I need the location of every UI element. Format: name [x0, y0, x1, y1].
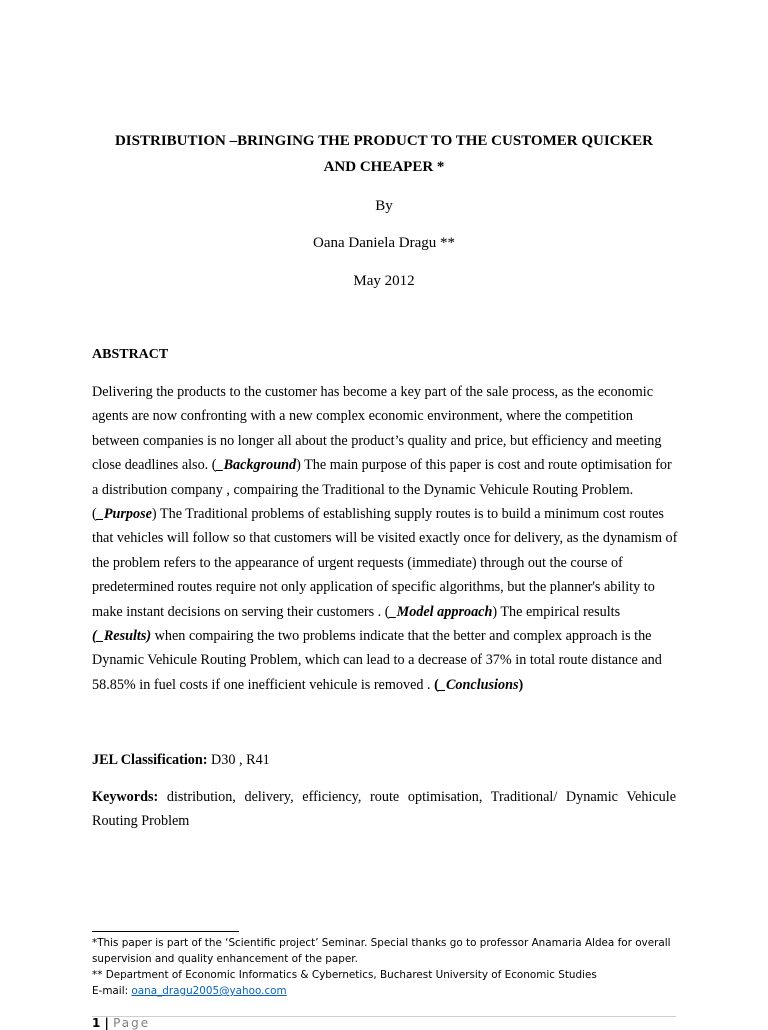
abstract-conclusions-close-paren: ): [518, 676, 524, 693]
footnote-separator: [92, 931, 239, 932]
paper-title: [92, 128, 676, 180]
page-footer-rule: [92, 1016, 676, 1017]
abstract-heading: ABSTRACT: [92, 347, 169, 362]
abstract-label-background: _Background: [216, 457, 297, 474]
abstract-label-conclusions: _Conclusions: [438, 676, 519, 693]
page-number-value: 1: [92, 1016, 101, 1030]
paper-title-line-1: DISTRIBUTION –BRINGING THE PRODUCT TO THE CUSTOMER QUICKER: [114, 133, 654, 149]
footnotes: [92, 935, 682, 999]
jel-classification: [92, 750, 270, 770]
abstract-body: [92, 380, 678, 697]
email-link[interactable]: oana_dragu2005@yahoo.com: [131, 985, 287, 997]
page-number-separator: |: [100, 1016, 114, 1030]
abstract-text-5: when compairing the two problems indicate that the better and complex approach is the Dynamic Vehicule Routing Problem, which can lead to a decrease of 37% in total route distance and 58.85% in fuel costs if one inefficient vehicule is removed .: [92, 628, 662, 693]
abstract-label-model-approach: _Model approach: [389, 603, 493, 620]
abstract-text-3: ) The Traditional problems of establishing supply routes is to build a minimum cost routes that vehicles will follow so that customers will be visited exactly once for delivery, as the dynamism of the problem refers to the appearance of urgent requests (immediate) through out the course of predetermined routes require not only application of specific algorithms, but the planner's ability to make instant decisions on serving their customers . (: [92, 506, 678, 620]
keywords-label: Keywords:: [92, 789, 159, 805]
abstract-label-purpose: _Purpose: [96, 506, 152, 523]
footnote-email: [92, 983, 682, 999]
paper-title-line-2: AND CHEAPER *: [323, 159, 445, 175]
author-name: Oana Daniela Dragu **: [312, 235, 456, 251]
abstract-text-4: ) The empirical results: [492, 603, 621, 620]
publication-date: May 2012: [353, 273, 415, 289]
footnote-1: *This paper is part of the ‘Scientific project’ Seminar. Special thanks go to professor Anamaria Aldea for overall supervision and quality enhancement of the paper.: [92, 937, 671, 965]
abstract-conclusions-open-paren: (: [434, 676, 439, 693]
footnote-2: ** Department of Economic Informatics & Cybernetics, Bucharest University of Economic Studies: [92, 969, 597, 981]
byline: By: [375, 198, 393, 214]
page-number-label: Page: [113, 1016, 151, 1030]
abstract-label-results: (_Results): [92, 628, 152, 645]
abstract-text-2: ) The main purpose of this paper is cost and route optimisation for a distribution company , compairing the Traditional to the Dynamic Vehicule Routing Problem. (: [92, 457, 672, 523]
jel-value: D30 , R41: [207, 752, 270, 768]
keywords: [92, 785, 676, 833]
keywords-value: distribution, delivery, efficiency, route optimisation, Traditional/ Dynamic Vehicule Routing Problem: [92, 789, 676, 829]
jel-label: JEL Classification:: [92, 752, 208, 768]
page-number: [92, 1016, 150, 1030]
email-label: E-mail:: [92, 985, 132, 997]
abstract-text-1: Delivering the products to the customer has become a key part of the sale process, as the economic agents are now confronting with a new complex economic environment, where the competition between companies is no longer all about the product’s quality and price, but efficiency and meeting close deadlines also. (: [92, 384, 662, 474]
